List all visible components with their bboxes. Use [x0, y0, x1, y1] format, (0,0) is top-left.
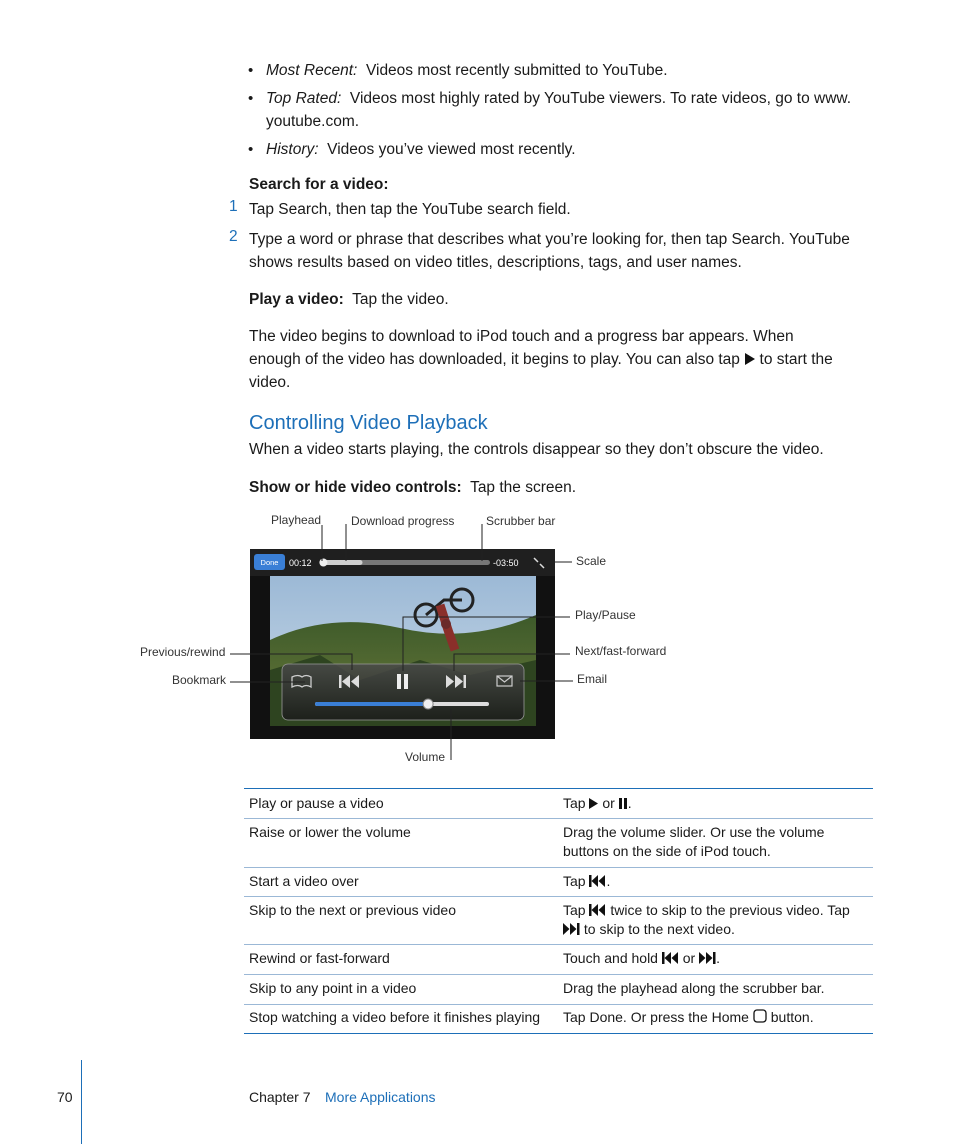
table-action: Skip to any point in a video [249, 980, 417, 996]
instruction-text: to skip to the next video. [583, 921, 735, 937]
elapsed-time: 00:12 [289, 558, 312, 568]
show-hide-text: Tap the screen. [470, 479, 577, 496]
step-line: shows results based on video titles, descriptions, tags, and user names. [249, 254, 742, 271]
bullet-text-cont: youtube.com. [266, 113, 360, 130]
bullet-text: Videos most highly rated by YouTube viewers. To rate videos, go to www. [349, 90, 852, 107]
chapter-label: Chapter 7 [249, 1089, 311, 1105]
callout-scrubber-bar: Scrubber bar [486, 514, 556, 528]
instruction-text: Tap Done. Or press the Home [563, 1009, 749, 1025]
callout-playhead: Playhead [271, 513, 322, 527]
para-line: enough of the video has downloaded, it begins to play. You can also tap [249, 351, 740, 368]
section-intro: When a video starts playing, the controls disappear so they don’t obscure the video. [249, 441, 824, 458]
table-action: Play or pause a video [249, 795, 384, 811]
table-action: Rewind or fast-forward [249, 950, 390, 966]
bullet-term: History: [266, 141, 319, 158]
bullet-text: Videos most recently submitted to YouTube. [365, 62, 668, 79]
table-bottom-rule [244, 1033, 873, 1034]
para-line: The video begins to download to iPod touch and a progress bar appears. When [249, 328, 794, 345]
para-line: video. [249, 374, 291, 391]
bullet-term: Top Rated: [266, 90, 342, 107]
chapter-title: More Applications [325, 1089, 436, 1105]
step-line: Type a word or phrase that describes what you’re looking for, then tap Search. YouTube [249, 231, 850, 248]
show-hide-label: Show or hide video controls: [249, 479, 462, 496]
instruction-text: . [606, 873, 611, 889]
instruction-text: button. [770, 1009, 814, 1025]
instruction-text: . [716, 950, 720, 966]
step-number: 2 [229, 228, 238, 245]
table-instruction [563, 1008, 863, 1027]
callout-email: Email [577, 672, 608, 686]
instruction-text: or [602, 795, 615, 811]
search-heading: Search for a video: [249, 176, 389, 193]
step-number: 1 [229, 198, 238, 215]
table-rule [244, 1004, 873, 1005]
table-instruction [563, 872, 863, 891]
bullet-term: Most Recent: [266, 62, 358, 79]
bullet-marker: • [248, 141, 254, 158]
callout-volume: Volume [405, 750, 446, 764]
table-instruction [563, 794, 863, 813]
previous-icon [589, 875, 606, 887]
table-instruction [563, 823, 863, 861]
table-rule [244, 867, 873, 868]
instruction-text: . [627, 795, 632, 811]
table-action: Start a video over [249, 873, 359, 889]
instruction-text: Touch and hold [563, 950, 658, 966]
table-top-rule [244, 788, 873, 789]
table-action: Stop watching a video before it finishes playing [249, 1009, 541, 1025]
table-rule [244, 944, 873, 945]
bullet-text: Videos you’ve viewed most recently. [327, 141, 576, 158]
play-text: Tap the video. [352, 291, 449, 308]
done-button-label: Done [260, 558, 279, 567]
playhead-knob [319, 559, 327, 567]
instruction-text: buttons on the side of iPod touch. [563, 843, 771, 859]
callout-download-progress: Download progress [351, 514, 455, 528]
bullet-marker: • [248, 62, 254, 79]
next-icon [563, 923, 580, 935]
remaining-time: -03:50 [493, 558, 519, 568]
callout-previous-rewind: Previous/rewind [140, 645, 226, 659]
instruction-text: Tap [563, 902, 586, 918]
para-line: to start the [759, 351, 833, 368]
instruction-text: Tap [563, 873, 586, 889]
page-number: 70 [57, 1089, 73, 1105]
table-instruction: Drag the playhead along the scrubber bar. [563, 980, 825, 996]
volume-level [315, 702, 428, 706]
table-rule [244, 896, 873, 897]
control-panel [282, 664, 524, 720]
home-button-icon [753, 1009, 767, 1023]
section-title: Controlling Video Playback [249, 412, 488, 434]
table-instruction [563, 901, 863, 939]
instruction-text: Tap [563, 795, 586, 811]
next-icon [699, 952, 716, 964]
instruction-text: or [682, 950, 696, 966]
previous-icon [589, 904, 606, 916]
pause-icon [619, 798, 628, 809]
callout-next-fast-forward: Next/fast-forward [575, 644, 667, 658]
previous-icon [662, 952, 679, 964]
play-icon [589, 798, 598, 809]
table-instruction [563, 949, 863, 968]
table-rule [244, 818, 873, 819]
table-rule [244, 974, 873, 975]
callout-bookmark: Bookmark [172, 673, 227, 687]
table-action: Skip to the next or previous video [249, 902, 457, 918]
table-action: Raise or lower the volume [249, 824, 411, 840]
instruction-text: twice to skip to the previous video. Tap [610, 902, 850, 918]
play-label: Play a video: [249, 291, 344, 308]
volume-knob [423, 699, 433, 709]
callout-play-pause: Play/Pause [575, 608, 636, 622]
instruction-text: Drag the volume slider. Or use the volume [563, 824, 825, 840]
callout-scale: Scale [576, 554, 607, 568]
footer-rule [81, 1060, 82, 1144]
bullet-marker: • [248, 90, 254, 107]
step-text: Tap Search, then tap the YouTube search field. [249, 201, 571, 218]
